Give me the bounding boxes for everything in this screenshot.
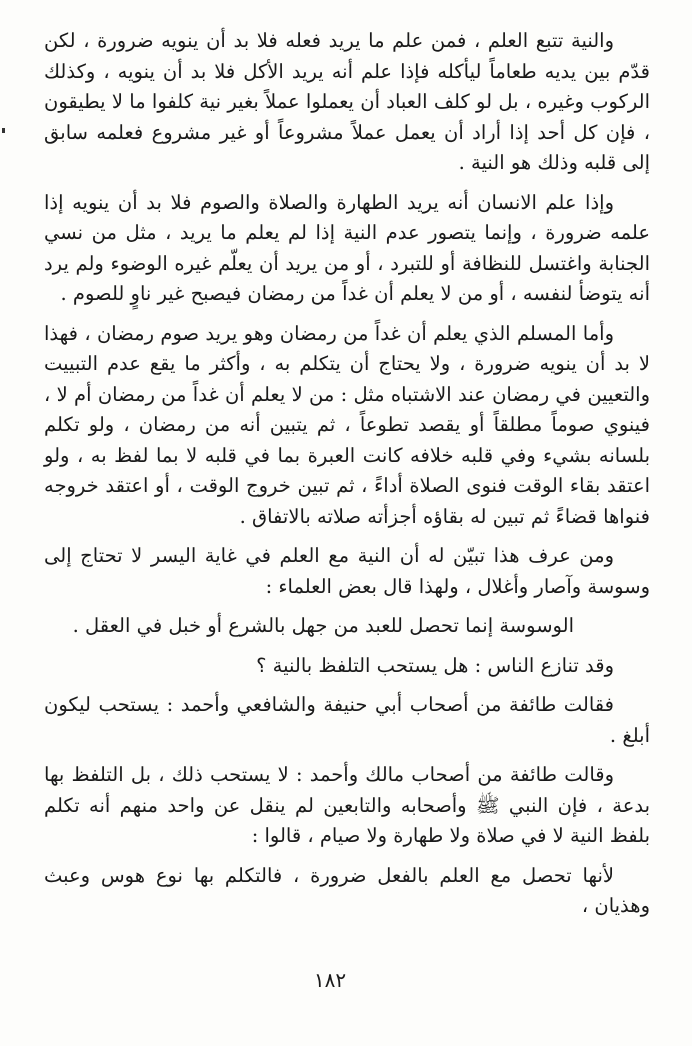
paragraph-first-opinion: فقالت طائفة من أصحاب أبي حنيفة والشافعي وأحمد : يستحب ليكون أبلغ . [44, 693, 650, 747]
paragraph-ramadan-fasting: وأما المسلم الذي يعلم أن غداً من رمضان وهو يريد صوم رمضان ، فهذا لا بد أن ينويه ضرورة ، ولا يحتاج أن يتكلم به ، وأكثر ما يقع عدم التبييت والتعيين في رمضان عند الاشتباه مثل : من لا يعلم أن غداً من رمضان أم لا ، فينوي صوماً مطلقاً أو يقصد تطوعاً ، ثم يتبين أنه من رمضان ، ولو تكلم بلسانه بشيء وفي قلبه خلافه كانت العبرة بما في قلبه لا بما لفظ به ، ولو اعتقد بقاء الوقت فنوى الصلاة أداءً ، ثم تبين خروج الوقت ، أو اعتقد خروجه فنواها قضاءً ثم تبين له بقاؤه أجزأته صلاته بالاتفاق . [44, 321, 650, 528]
body-text [44, 26, 650, 922]
margin-mark [2, 128, 5, 133]
paragraph-second-opinion: وقالت طائفة من أصحاب مالك وأحمد : لا يستحب ذلك ، بل التلفظ بها بدعة ، فإن النبي ﷺ وأصحابه والتابعين لم ينقل عن واحد منهم أنه تكلم بلفظ النية لا في صلاة ولا طهارة ولا صيام ، قالوا : [44, 763, 650, 847]
paragraph-purification-prayer-fasting: وإذا علم الانسان أنه يريد الطهارة والصلاة والصوم فلا بد أن ينويه إذا علمه ضرورة ، وإنما يتصور عدم النية إذا لم يعلم ما يريد ، مثل من نسي الجنابة واغتسل للنظافة أو للتبرد ، أو من يريد أن يعلّم غيره الوضوء ولم يرد أنه يتوضأ لنفسه ، أو من لا يعلم أن غداً من رمضان فيصبح غير ناوٍ للصوم . [44, 190, 650, 305]
page-number: ١٨٢ [313, 968, 347, 992]
paragraph-intention-follows-knowledge: والنية تتبع العلم ، فمن علم ما يريد فعله فلا بد أن ينويه ضرورة ، لكن قدّم بين يديه طعاماً ليأكله فإذا علم أنه يريد الأكل فلا بد أن ينويه ، وكذلك الركوب وغيره ، بل لو كلف العباد أن يعملوا عملاً بغير نية كلفوا ما لا يطيقون ، فإن كل أحد إذا أراد أن يعمل عملاً مشروعاً أو غير مشروع فعلمه سابق إلى قلبه وذلك هو النية . [44, 29, 650, 174]
paragraph-dispute-question: وقد تنازع الناس : هل يستحب التلفظ بالنية ؟ [256, 653, 614, 677]
paragraph-reasoning: لأنها تحصل مع العلم بالفعل ضرورة ، فالتكلم بها نوع هوس وعبث وهذيان ، [44, 863, 650, 917]
paragraph-ease-of-intention: ومن عرف هذا تبيّن له أن النية مع العلم في غاية اليسر لا تحتاج إلى وسوسة وآصار وأغلال ، ولهذا قال بعض العلماء : [44, 544, 650, 598]
quote-waswasa: الوسوسة إنما تحصل للعبد من جهل بالشرع أو خبل في العقل . [72, 614, 574, 637]
